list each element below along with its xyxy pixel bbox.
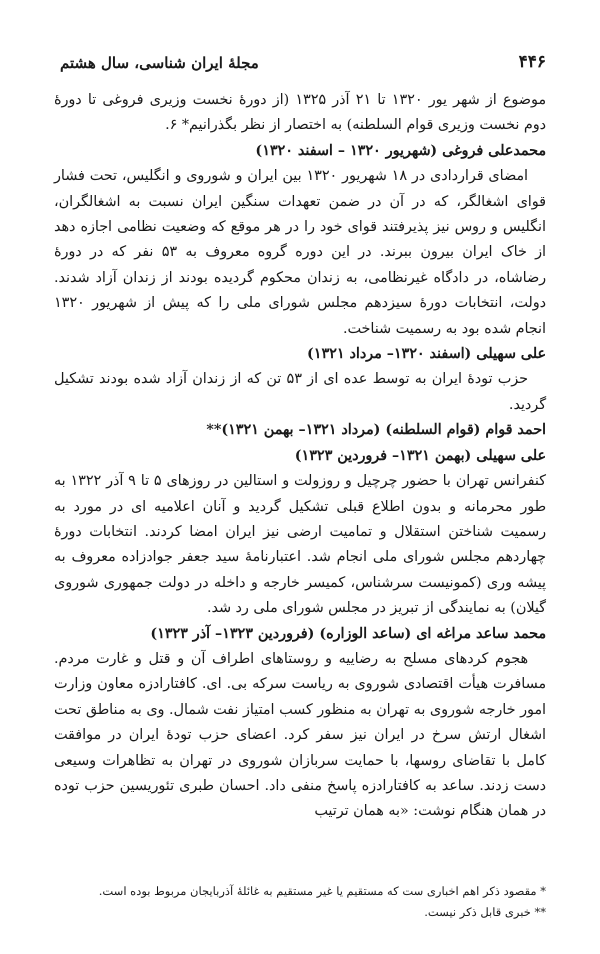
paragraph: امضای قراردادی در ۱۸ شهریور ۱۳۲۰ بین ایران و شوروی و انگلیس، تحت فشار قوای اشغالگر، که در آن در ضمن تعهدات سنگین ایران نسبت به اشغالگران، انگلیس و روس نیز پذیرفتند قوای خود را در هر موقع که وضعیت نظامی اجازه دهد از خاک ایران بیرون ببرند. در این دوره گروه معروف به ۵۳ نفر که در دورهٔ رضاشاه، در دادگاه غیرنظامی، به زندان محکوم گردیده بودند از زندان آزاد شدند. دولت، انتخابات دورهٔ سیزدهم مجلس شورای ملی را که پیش از شهریور ۱۳۲۰ انجام شده بود به رسمیت شناخت. <box>54 168 546 337</box>
running-title: مجلهٔ ایران شناسی، سال هشتم <box>60 54 259 72</box>
section-heading: محمدعلی فروغی (شهریور ۱۳۲۰ – اسفند ۱۳۲۰) <box>255 142 546 159</box>
paragraph: موضوع از شهر یور ۱۳۲۰ تا ۲۱ آذر ۱۳۲۵ (از دورهٔ نخست وزیری فروغی تا دورهٔ دوم نخست وزیری قوام السلطنه) به اختصار از نظر بگذرانیم* ۶. <box>54 92 546 134</box>
paragraph: حزب تودهٔ ایران به توسط عده ای از ۵۳ تن که از زندان آزاد شده بودند تشکیل گردید. <box>54 371 546 413</box>
section-heading: احمد قوام (قوام السلطنه) (مرداد ۱۳۲۱– بهمن ۱۳۲۱)** <box>206 422 546 439</box>
page-number: ۴۴۶ <box>518 52 546 72</box>
paragraph: کنفرانس تهران با حضور چرچیل و روزولت و استالین در روزهای ۵ تا ۹ آذر ۱۳۲۲ به طور محرمانه و بدون اطلاع قبلی تشکیل گردید و آنان اعلامیه ای در مورد به رسمیت شناختن استقلال و تمامیت ارضی نیز ایران امضا کردند. انتخابات دورهٔ چهاردهم مجلس شورای ملی انجام شد. اعتبارنامهٔ سید جعفر جوادزاده معروف به پیشه وری (کمونیست سرشناس، کمیسر خارجه و داخله در دولت جمهوری شوروی گیلان) به نمایندگی از تبریز در مجلس شورای ملی رد شد. <box>54 473 546 617</box>
page-header <box>60 52 546 78</box>
paragraph: هجوم کردهای مسلح به رضاییه و روستاهای اطراف آن و قتل و غارت مردم. مسافرت هیأت اقتصادی شوروی به ریاست سرکه بی. ای. کافتارادزه معاون وزارت امور خارجه شوروی به تهران به منظور کسب امتیاز نفت شمال. وی به مناطق تحت اشغال ارتش سرخ در ایران نیز سفر کرد. اعضای حزب تودهٔ ایران در موافقت کامل با تقاضای روسها، با حمایت سربازان شوروی در تهران به تظاهرات وسیعی دست زدند. ساعد به کافتارادزه پاسخ منفی داد. احسان طبری تئوریسین حزب توده در همان هنگام نوشت: «به همان ترتیب <box>54 650 546 820</box>
section-heading: علی سهیلی (بهمن ۱۳۲۱– فروردین ۱۳۲۳) <box>294 447 546 464</box>
article-body <box>54 88 546 825</box>
footnote: ** خبری قابل ذکر نیست. <box>424 905 546 919</box>
section-heading: محمد ساعد مراغه ای (ساعد الوزاره) (فروردین ۱۳۲۳– آذر ۱۳۲۳) <box>150 625 546 642</box>
footnotes <box>54 881 546 923</box>
section-heading: علی سهیلی (اسفند ۱۳۲۰– مرداد ۱۳۲۱) <box>307 346 546 363</box>
footnote: * مقصود ذکر اهم اخباری ست که مستقیم یا غیر مستقیم به غائلهٔ آذربایجان مربوط بوده است. <box>98 884 546 898</box>
